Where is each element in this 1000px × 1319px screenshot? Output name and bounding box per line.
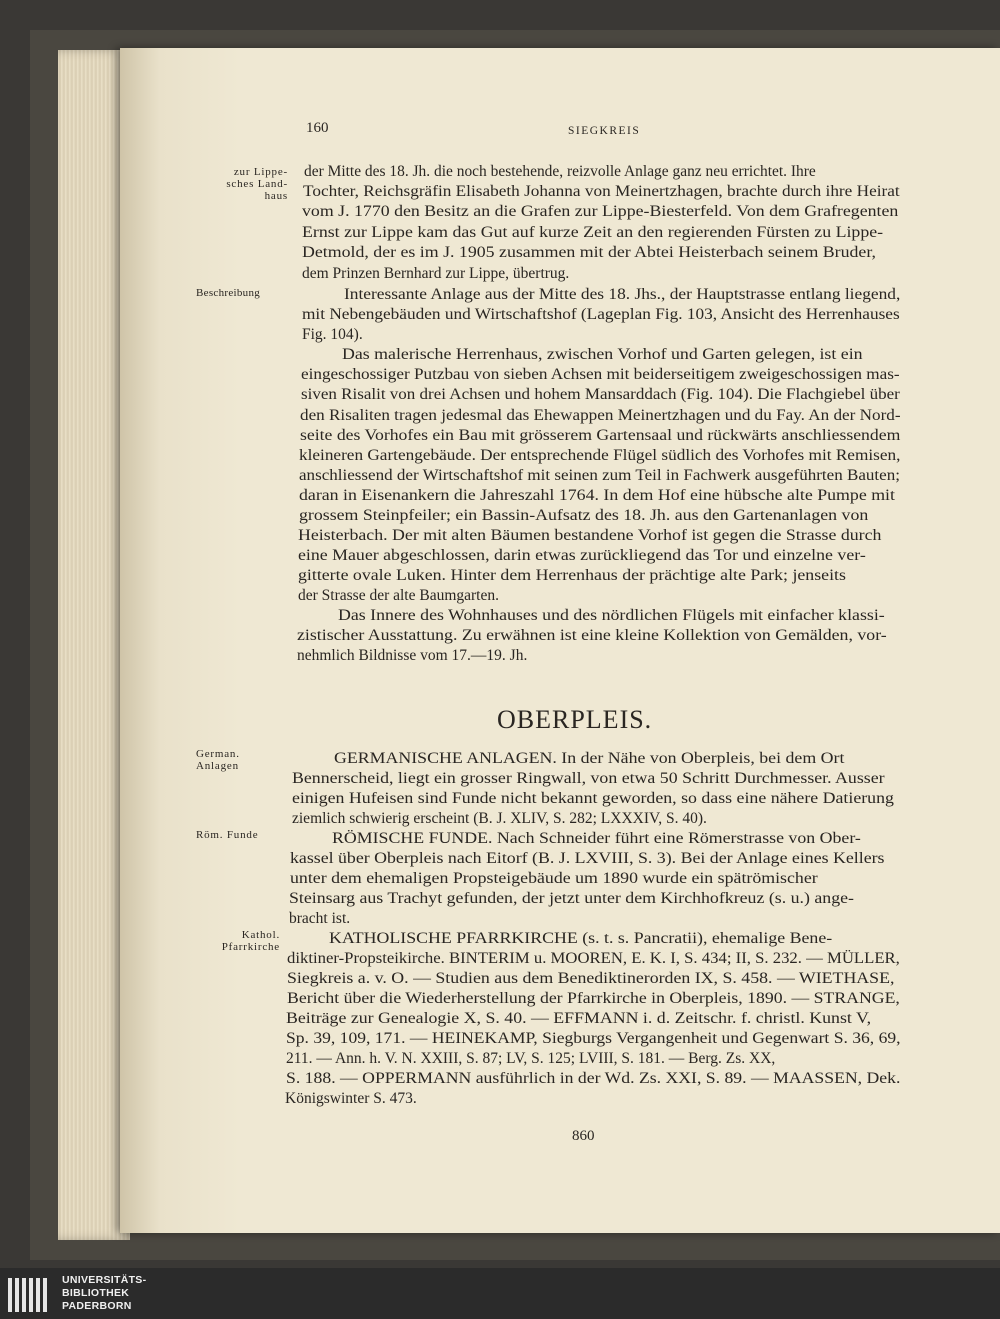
text-line: anschliessend der Wirtschaftshof mit seinen zum Teil in Fachwerk ausgeführten Bauten; [299, 467, 900, 484]
library-name-line: BIBLIOTHEK [62, 1287, 130, 1299]
text-line: daran in Eisenankern die Jahreszahl 1764. In dem Hof eine hübsche alte Pumpe mit [299, 487, 895, 504]
text-line: Sp. 39, 109, 171. — HEINEKAMP, Siegburgs Vergangenheit und Gegenwart S. 36, 69, [286, 1030, 901, 1047]
text-line: bracht ist. [289, 910, 351, 927]
library-name-line: PADERBORN [62, 1300, 132, 1312]
library-name [62, 1274, 146, 1313]
margin-note-german [196, 748, 280, 772]
text-line: Steinsarg aus Trachyt gefunden, der jetzt unter dem Kirchhofkreuz (s. u.) ange- [289, 890, 854, 907]
text-line: kassel über Oberpleis nach Eitorf (B. J. LXVIII, S. 3). Bei der Anlage eines Kellers [290, 850, 885, 867]
text-line: diktiner-Propsteikirche. BINTERIM u. MOOREN, E. K. I, S. 434; II, S. 232. — MÜLLER, [287, 950, 900, 967]
margin-note-beschreibung: Beschreibung [196, 287, 261, 299]
text-line: 211. — Ann. h. V. N. XXIII, S. 87; LV, S. 125; LVIII, S. 181. — Berg. Zs. XX, [286, 1050, 776, 1067]
text-line: Bericht über die Wiederherstellung der Pfarrkirche in Oberpleis, 1890. — STRANGE, [287, 990, 900, 1007]
text-line: Bennerscheid, liegt ein grosser Ringwall, von etwa 50 Schritt Durchmesser. Ausser [292, 770, 885, 787]
text-line: ziemlich schwierig erscheint (B. J. XLIV, S. 282; LXXXIV, S. 40). [292, 810, 707, 827]
text-line: nehmlich Bildnisse vom 17.—19. Jh. [297, 647, 528, 664]
text-line: RÖMISCHE FUNDE. Nach Schneider führt eine Römerstrasse von Ober- [332, 830, 861, 847]
text-line: Ernst zur Lippe kam das Gut auf kurze Zeit an den regierenden Fürsten zu Lippe- [302, 224, 884, 241]
text-line: eine Mauer abgeschlossen, darin etwas zurückliegend das Tor und einzelne ver- [298, 547, 866, 564]
text-line: Fig. 104). [302, 326, 363, 343]
library-logo-icon [8, 1278, 52, 1312]
page-number-bottom: 860 [572, 1128, 595, 1144]
text-line: Siegkreis a. v. O. — Studien aus dem Benediktinerorden IX, S. 458. — WIETHASE, [287, 970, 895, 987]
text-line: Heisterbach. Der mit alten Bäumen bestandene Vorhof ist gegen die Strasse durch [298, 527, 882, 544]
text-line: zistischer Ausstattung. Zu erwähnen ist eine kleine Kollektion von Gemälden, vor- [297, 627, 887, 644]
text-line: vom J. 1770 den Besitz an die Grafen zur Lippe-Biesterfeld. Von dem Grafregenten [302, 203, 899, 220]
text-line: eingeschossiger Putzbau von sieben Achsen mit beiderseitigem zweigeschossigen mas- [301, 366, 900, 383]
margin-note-line: Anlagen [196, 760, 239, 772]
margin-note-kathol [196, 929, 280, 953]
margin-note-line: Kathol. [241, 929, 280, 941]
text-line: kleineren Gartengebäude. Der entsprechende Flügel südlich des Vorhofes mit Remisen, [299, 447, 901, 464]
margin-note-line: haus [264, 190, 288, 202]
text-line: Interessante Anlage aus der Mitte des 18. Jhs., der Hauptstrasse entlang liegend, [344, 286, 901, 303]
text-line: unter dem ehemaligen Propsteigebäude um 1890 wurde ein spätrömischer [290, 870, 818, 887]
text-line: seite des Vorhofes ein Bau mit grösserem Gartensaal und rückwärts anschliessendem [300, 427, 901, 444]
text-line: Königswinter S. 473. [285, 1090, 417, 1107]
text-line: Detmold, der es im J. 1905 zusammen mit der Abtei Heisterbach seinem Bruder, [302, 244, 877, 261]
text-line: mit Nebengebäuden und Wirtschaftshof (Lageplan Fig. 103, Ansicht des Herrenhauses [302, 306, 900, 323]
text-line: Beiträge zur Genealogie X, S. 40. — EFFMANN i. d. Zeitschr. f. christl. Kunst V, [286, 1010, 872, 1027]
text-line: S. 188. — OPPERMANN ausführlich in der Wd. Zs. XXI, S. 89. — MAASSEN, Dek. [286, 1070, 901, 1087]
text-line: gitterte ovale Luken. Hinter dem Herrenhaus der prächtige alte Park; jenseits [298, 567, 846, 584]
text-line: GERMANISCHE ANLAGEN. In der Nähe von Oberpleis, bei dem Ort [334, 750, 845, 767]
text-line: einigen Hufeisen sind Funde nicht bekannt geworden, so dass eine nähere Datierung [292, 790, 894, 807]
page-number-top: 160 [306, 120, 329, 136]
text-line: den Risaliten tragen jedesmal das Ehewappen Meinertzhagen und du Fay. An der Nord- [300, 407, 901, 424]
margin-note-lippe [196, 166, 288, 202]
text-line: Tochter, Reichsgräfin Elisabeth Johanna von Meinertzhagen, brachte durch ihre Heirat [303, 183, 900, 200]
library-name-line: UNIVERSITÄTS- [62, 1274, 147, 1286]
margin-note-line: zur Lippe- [233, 166, 288, 178]
text-line: grossem Steinpfeiler; ein Bassin-Aufsatz des 18. Jh. aus den Gartenanlagen von [299, 507, 869, 524]
text-line: Das Innere des Wohnhauses und des nördlichen Flügels mit einfacher klassi- [338, 607, 885, 624]
text-line: der Strasse der alte Baumgarten. [298, 587, 499, 604]
margin-note-line: sches Land- [226, 178, 288, 190]
section-heading: OBERPLEIS. [497, 705, 653, 734]
running-title: SIEGKREIS [568, 125, 641, 137]
text-line: KATHOLISCHE PFARRKIRCHE (s. t. s. Pancratii), ehemalige Bene- [329, 930, 833, 947]
text-line: siven Risalit von drei Achsen und hohem Mansarddach (Fig. 104). Die Flachgiebel über [301, 386, 900, 403]
text-line: Das malerische Herrenhaus, zwischen Vorhof und Garten gelegen, ist ein [342, 346, 863, 363]
library-footer-bar [0, 1268, 1000, 1319]
text-line: dem Prinzen Bernhard zur Lippe, übertrug. [302, 265, 570, 282]
text-line: der Mitte des 18. Jh. die noch bestehende, reizvolle Anlage ganz neu errichtet. Ihre [304, 163, 816, 180]
margin-note-line: German. [196, 748, 240, 760]
margin-note-rom: Röm. Funde [196, 829, 259, 841]
margin-note-line: Pfarrkirche [221, 941, 280, 953]
